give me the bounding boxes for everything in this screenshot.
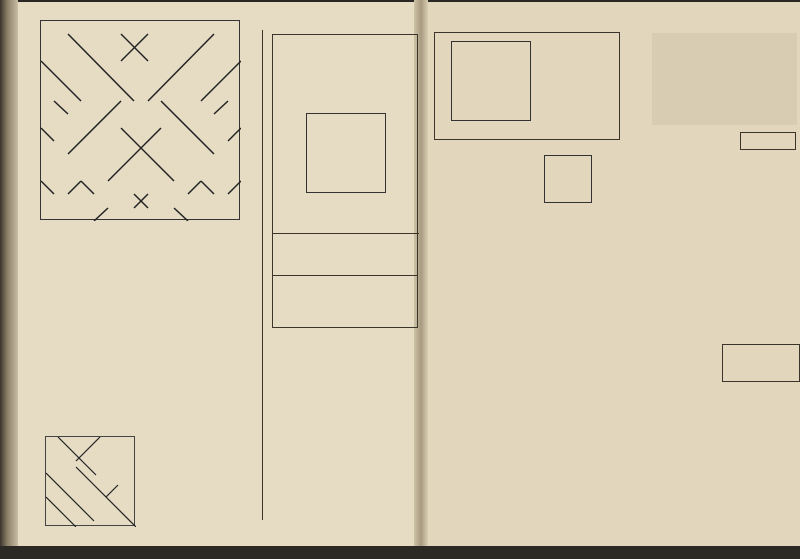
divider <box>273 233 419 234</box>
publisher-box-boof <box>740 132 796 150</box>
crossword-across-clues <box>140 250 258 480</box>
position-diagram <box>544 155 592 203</box>
page-edge-stack <box>0 0 18 559</box>
previous-solution-grid <box>45 436 135 526</box>
bottom-shadow <box>0 546 800 559</box>
publisher-morvarid-list <box>722 386 800 536</box>
crossword-grid-lines <box>41 21 241 221</box>
previous-solution-lines <box>46 437 136 527</box>
chess-problem-black-pieces <box>273 43 417 45</box>
column-divider <box>262 30 263 520</box>
publisher-box-morvarid <box>722 344 800 382</box>
solution-box <box>272 262 418 328</box>
books-middle-column <box>630 128 722 528</box>
howto-column-b <box>528 362 620 530</box>
chess-problem-board <box>306 113 386 193</box>
crossword-grid <box>40 20 240 220</box>
crossword-across-continued <box>60 250 136 420</box>
publisher-boof-list <box>725 152 800 342</box>
crossword-down-clues <box>140 462 258 528</box>
crossword-row-numbers <box>242 20 254 220</box>
new-books-banner <box>652 33 797 125</box>
chess-problem-box <box>272 34 418 276</box>
empty-chessboard <box>451 41 531 121</box>
howto-column-a <box>432 206 524 526</box>
howto-header-box <box>434 32 620 140</box>
game-continuation <box>325 352 418 532</box>
